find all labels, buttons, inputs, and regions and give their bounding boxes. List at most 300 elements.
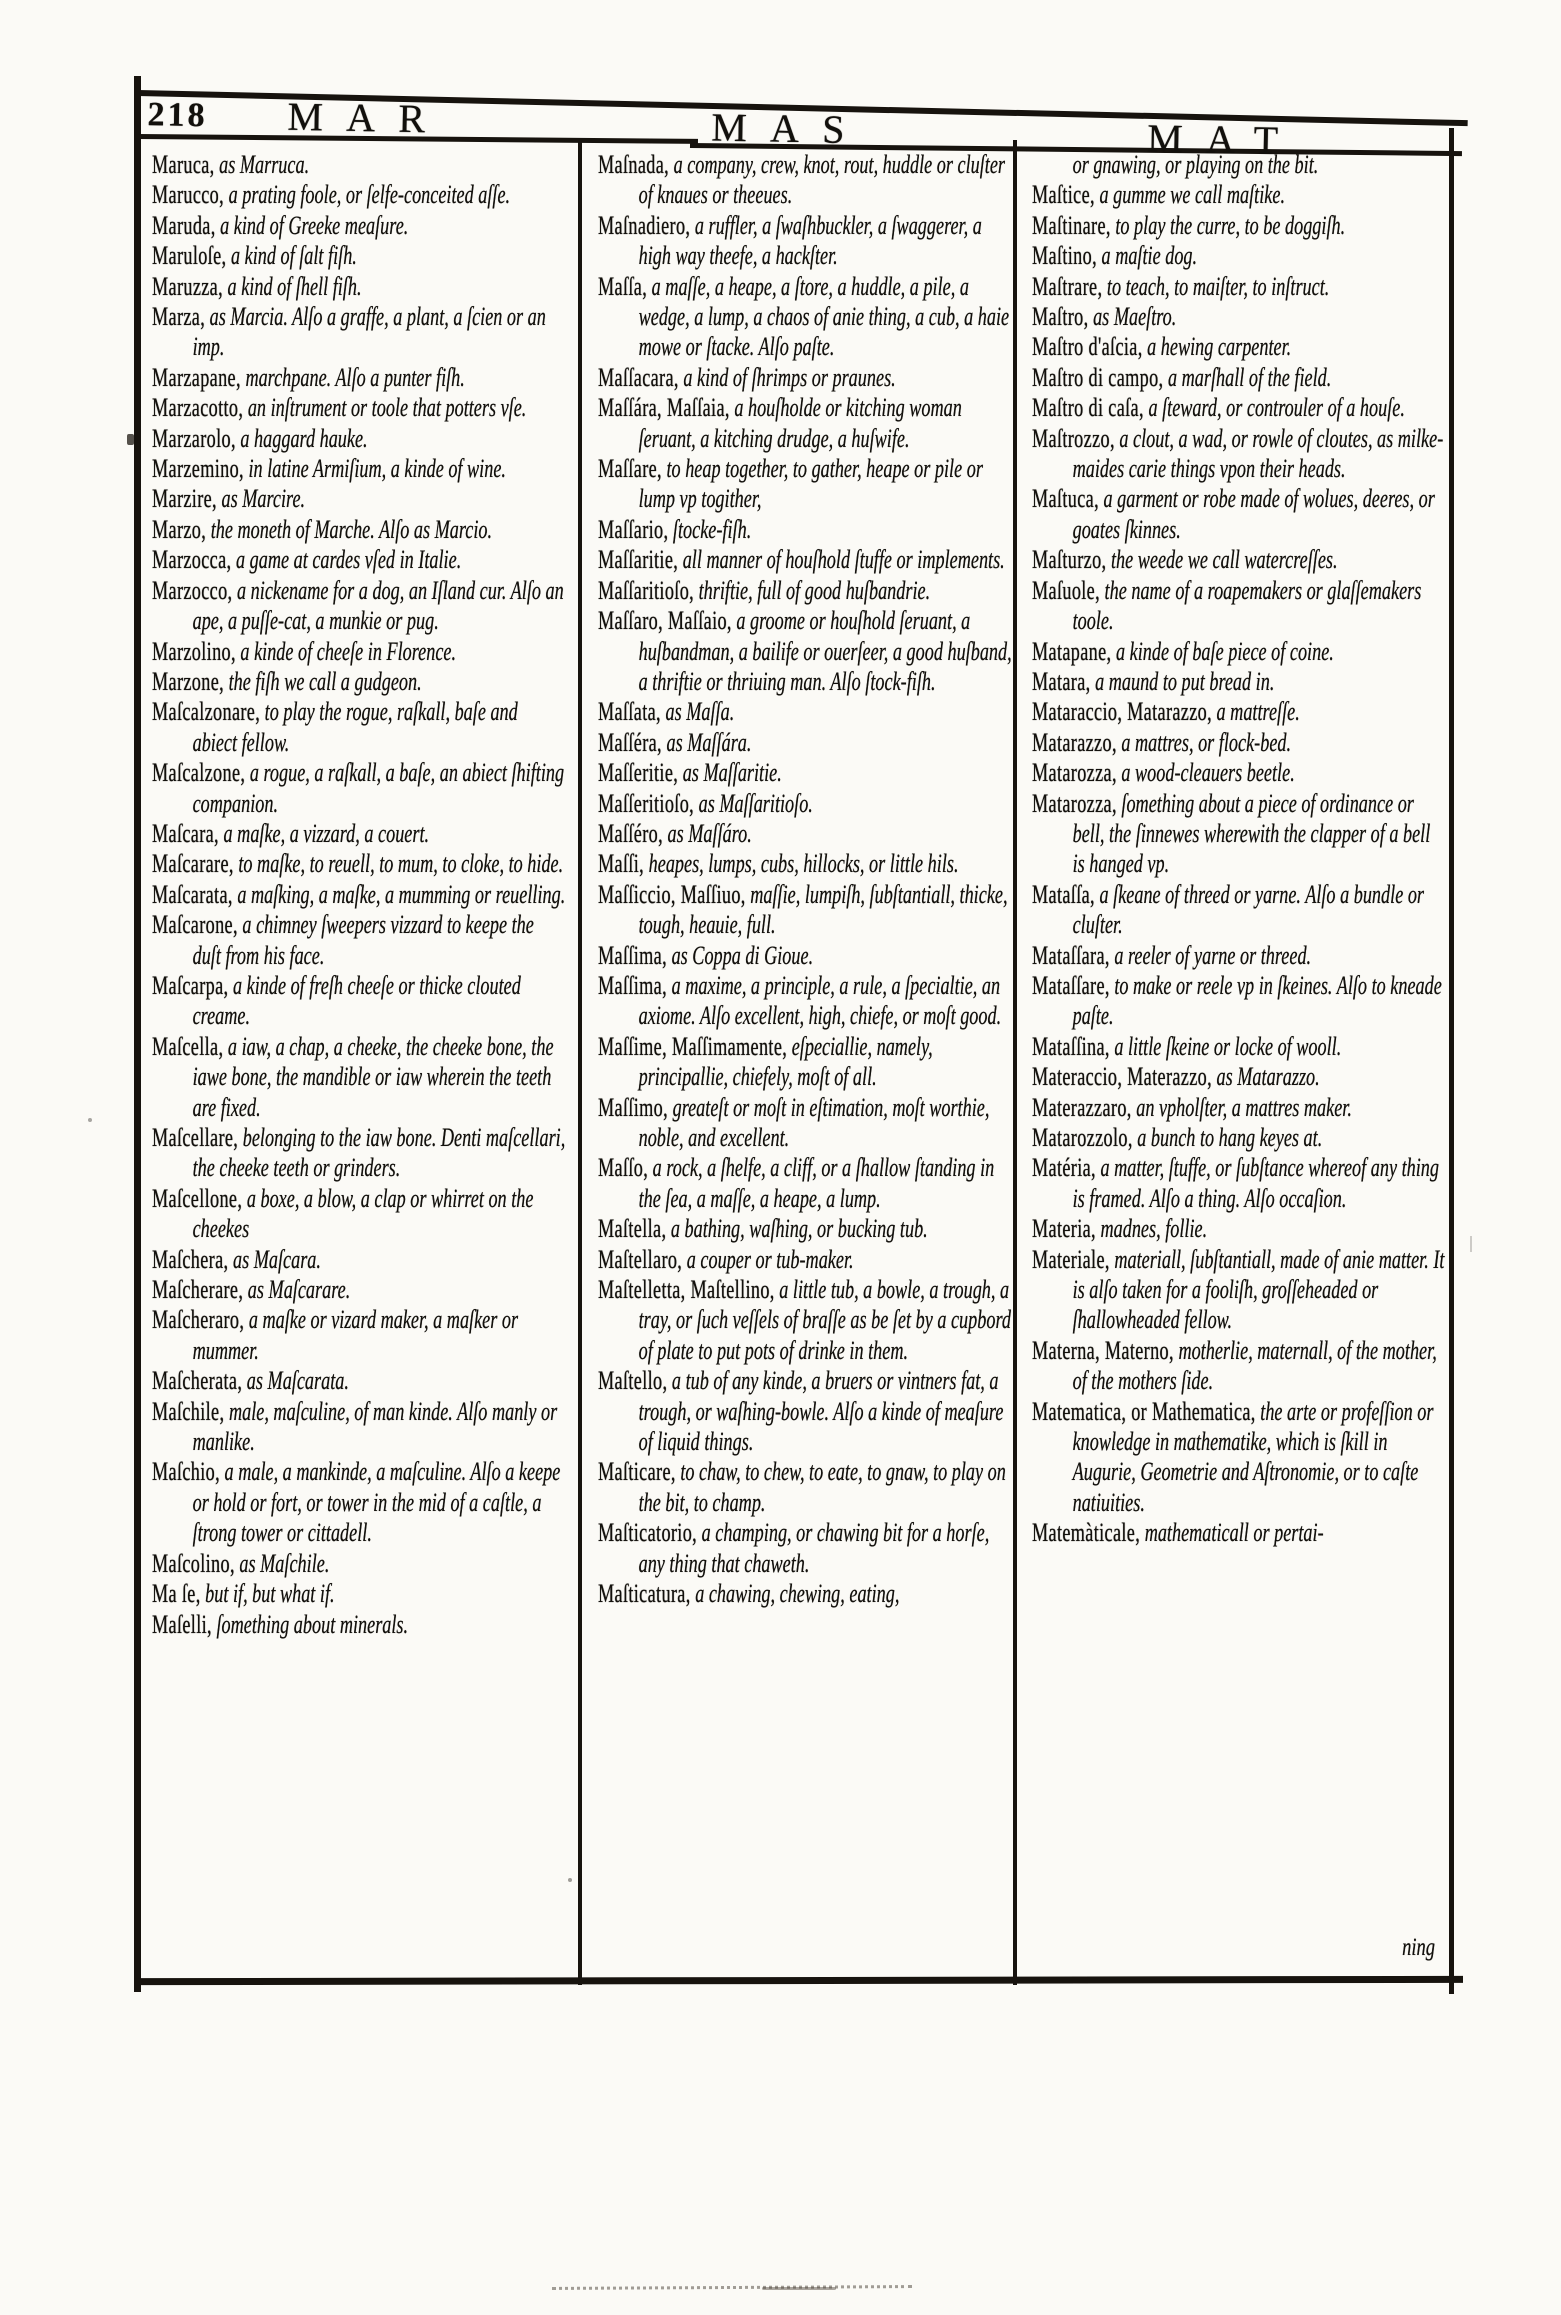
definition: a couper or tub-maker. bbox=[686, 1244, 854, 1274]
definition: an inſtrument or toole that potters vſe. bbox=[247, 393, 527, 423]
headword: Matarazzo, bbox=[1032, 727, 1117, 757]
entry bbox=[1032, 728, 1446, 758]
definition: a kinde of cheeſe in Florence. bbox=[240, 636, 457, 666]
definition: the arte or profeſſion or knowledge in mathematike, which is ſkill in Augurie, Geometrie and Aſtronomie, or to caſte natiuities. bbox=[1072, 1396, 1434, 1517]
headword: Maſtice, bbox=[1032, 180, 1095, 210]
definition: a matter, ſtuffe, or ſubſtance whereof any thing is framed. Alſo a thing. Alſo occaſion. bbox=[1072, 1153, 1440, 1213]
definition: to maſke, to reuell, to mum, to cloke, to hide. bbox=[238, 849, 564, 879]
definition: a kind of ſalt fiſh. bbox=[230, 241, 357, 271]
headword: Maſſéro, bbox=[598, 818, 663, 848]
headword: Materia, bbox=[1032, 1214, 1096, 1244]
headword: Matéria, bbox=[1032, 1153, 1096, 1183]
headword: Maſſi, bbox=[598, 849, 645, 879]
definition: a rock, a ſhelfe, a cliff, or a ſhallow ſtanding in the ſea, a maſſe, a heape, a lump. bbox=[638, 1153, 995, 1213]
definition: a kinde of freſh cheeſe or thicke clouted creame. bbox=[192, 970, 521, 1031]
headword: Maſſeritioſo, bbox=[598, 788, 695, 818]
definition: a mattreſſe. bbox=[1216, 697, 1300, 727]
headword: Maſtrare, bbox=[1032, 271, 1103, 301]
definition: maſſie, lumpiſh, ſubſtantiall, thicke, tough, heauie, full. bbox=[638, 879, 1008, 940]
entry bbox=[152, 150, 566, 180]
definition: a maſking, a maſke, a mumming or reuelling. bbox=[237, 879, 566, 909]
definition: or gnawing, or playing on the bit. bbox=[1072, 150, 1319, 179]
headword: Maſnadiero, bbox=[598, 210, 691, 240]
definition: as Maſcarata. bbox=[246, 1366, 349, 1396]
entry bbox=[152, 1305, 566, 1366]
entry bbox=[1032, 1093, 1446, 1123]
headword: Maſticatorio, bbox=[598, 1518, 698, 1548]
definition: eſpeciallie, namely, principallie, chiefely, moſt of all. bbox=[638, 1031, 933, 1092]
definition: a little tub, a bowle, a trough, a tray, or ſuch veſſels of braſſe as be ſet by a cupbord of plate to put pots of drinke in them. bbox=[638, 1275, 1011, 1365]
headword: Mataſſina, bbox=[1032, 1031, 1110, 1061]
left-border-rule bbox=[134, 76, 141, 1992]
headword: Mataſſara, bbox=[1032, 940, 1110, 970]
headword: Maſſiccio, Maſſiuo, bbox=[598, 879, 746, 909]
entry bbox=[598, 789, 1012, 819]
definition: an vpholſter, a mattres maker. bbox=[1136, 1092, 1352, 1122]
entry bbox=[598, 150, 1012, 211]
headword: Ma ſe, bbox=[152, 1579, 201, 1609]
headword: Marucco, bbox=[152, 180, 225, 210]
running-head-mas: MAS bbox=[710, 104, 869, 153]
entry bbox=[152, 576, 566, 637]
headword: Maſſima, bbox=[598, 940, 668, 970]
entry bbox=[598, 363, 1012, 393]
headword: Maſſéra, bbox=[598, 727, 662, 757]
headword: Marzo, bbox=[152, 514, 207, 544]
entry bbox=[152, 819, 566, 849]
scan-speck bbox=[88, 1118, 92, 1122]
entry bbox=[598, 606, 1012, 697]
entry bbox=[598, 1214, 1012, 1244]
definition: a ruffler, a ſwaſhbuckler, a ſwaggerer, a high way theefe, a hackſter. bbox=[638, 210, 982, 271]
entry bbox=[1032, 667, 1446, 697]
definition: a maſtie dog. bbox=[1101, 241, 1198, 271]
headword: Maſturzo, bbox=[1032, 545, 1107, 575]
definition: male, maſculine, of man kinde. Alſo manly or manlike. bbox=[192, 1396, 558, 1457]
headword: Matematica, or Mathematica, bbox=[1032, 1396, 1256, 1426]
headword: Maſtino, bbox=[1032, 241, 1097, 271]
entry bbox=[152, 393, 566, 423]
headword: Maſcherata, bbox=[152, 1366, 243, 1396]
definition: a chimney ſweepers vizzard to keepe the duſt from his face. bbox=[192, 910, 534, 970]
definition: motherlie, maternall, of the mother, of the mothers ſide. bbox=[1072, 1335, 1437, 1396]
entry bbox=[152, 849, 566, 879]
definition: the name of a roapemakers or glaſſemakers toole. bbox=[1072, 575, 1422, 636]
definition: as Maſſa. bbox=[665, 697, 735, 727]
entry bbox=[152, 1579, 566, 1609]
headword: Maſſime, Maſſimamente, bbox=[598, 1031, 788, 1061]
entry bbox=[598, 971, 1012, 1032]
headword: Maſtro di campo, bbox=[1032, 362, 1164, 392]
definition: a clout, a wad, or rowle of cloutes, as milke-maides carie things vpon their heads. bbox=[1072, 423, 1444, 484]
entry bbox=[152, 758, 566, 819]
definition: a reeler of yarne or threed. bbox=[1114, 940, 1312, 970]
headword: Matara, bbox=[1032, 666, 1091, 696]
entry bbox=[152, 1457, 566, 1548]
definition: as Marcia. Alſo a graffe, a plant, a ſcien or an imp. bbox=[192, 302, 546, 362]
headword: Maſcarpa, bbox=[152, 970, 229, 1000]
headword: Maſſaritie, bbox=[598, 545, 679, 575]
headword: Mataſſa, bbox=[1032, 879, 1095, 909]
headword: Maſſare, bbox=[598, 454, 662, 484]
definition: as Matarazzo. bbox=[1216, 1062, 1320, 1092]
entry bbox=[598, 272, 1012, 363]
definition: a maſſe, a heape, a ſtore, a huddle, a pile, a wedge, a lump, a chaos of anie thing, a cub, a haie mowe or ſtacke. Alſo paſte. bbox=[638, 271, 1010, 362]
definition: a kinde of baſe piece of coine. bbox=[1116, 636, 1334, 666]
headword: Marzocca, bbox=[152, 545, 232, 575]
headword: Maſtro d'aſcia, bbox=[1032, 332, 1143, 362]
headword: Maſſaritioſo, bbox=[598, 575, 695, 605]
entry bbox=[152, 1123, 566, 1184]
entry bbox=[152, 272, 566, 302]
definition: a haggard hauke. bbox=[240, 423, 368, 453]
headword: Maſcarare, bbox=[152, 849, 234, 879]
definition: a prating foole, or ſelfe-conceited aſſe. bbox=[228, 180, 511, 210]
entry bbox=[1032, 363, 1446, 393]
definition: to chaw, to chew, to eate, to gnaw, to play on the bit, to champ. bbox=[638, 1457, 1006, 1517]
entry bbox=[152, 1366, 566, 1396]
definition: a boxe, a blow, a clap or whirret on the cheekes bbox=[192, 1183, 534, 1244]
definition: as Marruca. bbox=[219, 150, 310, 179]
entry bbox=[1032, 1214, 1446, 1244]
definition: a groome or houſhold ſeruant, a huſbandman, a bailife or ouerſeer, a good huſband, a thriftie or thriuing man. Alſo ſtock-fiſh. bbox=[638, 606, 1012, 696]
headword: Maruzza, bbox=[152, 271, 224, 301]
headword: Maſtuca, bbox=[1032, 484, 1099, 514]
headword: Marzocco, bbox=[152, 575, 233, 605]
headword: Maſtro, bbox=[1032, 302, 1089, 332]
definition: a champing, or chawing bit for a horſe, any thing that chaweth. bbox=[638, 1518, 990, 1578]
headword: Maſſario, bbox=[598, 514, 669, 544]
definition: as Maeſtro. bbox=[1093, 302, 1177, 332]
definition: to play the rogue, raſkall, baſe and abiect fellow. bbox=[192, 697, 518, 757]
entry bbox=[1032, 332, 1446, 362]
headword: Maſſima, bbox=[598, 970, 668, 1000]
headword: Marzemino, bbox=[152, 454, 244, 484]
headword: Maſcarata, bbox=[152, 879, 233, 909]
headword: Maſnada, bbox=[598, 150, 670, 179]
definition: a maſke or vizard maker, a maſker or mummer. bbox=[192, 1305, 519, 1365]
headword: Matemàticale, bbox=[1032, 1518, 1141, 1548]
headword: Maſcarone, bbox=[152, 910, 238, 940]
headword: Maſchile, bbox=[152, 1396, 225, 1426]
headword: Maſcellone, bbox=[152, 1183, 243, 1213]
scan-speck bbox=[568, 1878, 572, 1882]
definition: a kind of ſhrimps or praunes. bbox=[683, 362, 896, 392]
entry bbox=[598, 1093, 1012, 1154]
entry bbox=[152, 971, 566, 1032]
definition: a bunch to hang keyes at. bbox=[1137, 1123, 1323, 1152]
headword: Maſchio, bbox=[152, 1457, 221, 1487]
definition: a game at cardes vſed in Italie. bbox=[235, 545, 462, 575]
headword: Mataſſare, bbox=[1032, 970, 1110, 1000]
headword: Maſſára, Maſſaia, bbox=[598, 393, 730, 423]
definition: a male, a mankinde, a maſculine. Alſo a keepe or hold or fort, or tower in the mid of a caſtle, a ſtrong tower or cittadell. bbox=[192, 1457, 561, 1548]
entry bbox=[1032, 758, 1446, 788]
entry bbox=[1032, 424, 1446, 485]
headword: Maruloſe, bbox=[152, 241, 227, 271]
headword: Maſſata, bbox=[598, 697, 661, 727]
entry bbox=[598, 393, 1012, 454]
headword: Materna, Materno, bbox=[1032, 1335, 1174, 1365]
entry bbox=[598, 1275, 1012, 1366]
headword: Maruca, bbox=[152, 150, 215, 179]
entry bbox=[152, 1549, 566, 1579]
entry bbox=[1032, 1153, 1446, 1214]
headword: Marzacotto, bbox=[152, 393, 244, 423]
headword: Marza, bbox=[152, 302, 206, 332]
entry bbox=[598, 728, 1012, 758]
definition: the moneth of Marche. Alſo as Marcio. bbox=[210, 514, 493, 544]
headword: Maſtro di caſa, bbox=[1032, 393, 1144, 423]
headword: Maſelli, bbox=[152, 1609, 212, 1639]
entry bbox=[598, 454, 1012, 515]
entry bbox=[1032, 1123, 1446, 1153]
entry bbox=[598, 1245, 1012, 1275]
entry bbox=[598, 849, 1012, 879]
entry bbox=[1032, 241, 1446, 271]
catchword: ning bbox=[1402, 1934, 1435, 1961]
scan-speck bbox=[127, 434, 134, 445]
headword: Mataraccio, Matarazzo, bbox=[1032, 697, 1212, 727]
entry bbox=[1032, 1032, 1446, 1062]
definition: as Maſſaritie. bbox=[682, 758, 782, 788]
entry bbox=[1032, 393, 1446, 423]
headword: Maſuole, bbox=[1032, 575, 1101, 605]
running-head-mat: MAT bbox=[1146, 115, 1302, 164]
headword: Maſſimo, bbox=[598, 1092, 669, 1122]
headword: Matapane, bbox=[1032, 636, 1112, 666]
entry bbox=[598, 697, 1012, 727]
entry bbox=[152, 637, 566, 667]
dictionary-column-1 bbox=[152, 150, 566, 1978]
definition: a kind of Greeke meaſure. bbox=[220, 210, 409, 240]
entry bbox=[152, 515, 566, 545]
headword: Maſſo, bbox=[598, 1153, 649, 1183]
scan-speck bbox=[1470, 1236, 1472, 1252]
headword: Marzire, bbox=[152, 484, 217, 514]
definition: a kind of ſhell fiſh. bbox=[227, 271, 362, 301]
headword: Maſcalzone, bbox=[152, 758, 246, 788]
right-border-rule bbox=[1449, 128, 1454, 1994]
headword: Maſſeritie, bbox=[598, 758, 679, 788]
definition: all manner of houſhold ſtuffe or implements. bbox=[682, 545, 1005, 575]
definition: ſomething about minerals. bbox=[216, 1609, 409, 1639]
entry bbox=[152, 880, 566, 910]
definition: a maxime, a principle, a rule, a ſpecialtie, an axiome. Alſo excellent, high, chiefe, or moſt good. bbox=[638, 970, 1002, 1031]
entry bbox=[1032, 880, 1446, 941]
headword: Maſcalzonare, bbox=[152, 697, 261, 727]
definition: ſomething about a piece of ordinance or bell, the ſinnewes wherewith the clapper of a bell is hanged vp. bbox=[1072, 788, 1431, 879]
dictionary-column-3 bbox=[1032, 150, 1446, 1978]
entry bbox=[1032, 971, 1446, 1032]
headword: Maſtrozzo, bbox=[1032, 423, 1115, 453]
definition: as Maſcarare. bbox=[247, 1275, 351, 1305]
entry bbox=[152, 545, 566, 575]
entry bbox=[598, 1518, 1012, 1579]
headword: Maſcherare, bbox=[152, 1275, 244, 1305]
definition: as Maſſára. bbox=[666, 727, 752, 757]
definition: a little ſkeine or locke of wooll. bbox=[1114, 1031, 1342, 1061]
entry bbox=[152, 1397, 566, 1458]
headword: Maſtellaro, bbox=[598, 1244, 683, 1274]
entry bbox=[152, 697, 566, 758]
entry bbox=[152, 1032, 566, 1123]
headword: Matarozza, bbox=[1032, 788, 1117, 818]
entry bbox=[598, 1457, 1012, 1518]
definition: a ſteward, or controuler of a houſe. bbox=[1148, 393, 1405, 423]
entry bbox=[1032, 180, 1446, 210]
definition: thriftie, full of good huſbandrie. bbox=[698, 575, 931, 605]
entry bbox=[152, 424, 566, 454]
entry bbox=[1032, 302, 1446, 332]
headword: Marzone, bbox=[152, 666, 225, 696]
definition: a marſhall of the field. bbox=[1168, 362, 1332, 392]
definition: mathematicall or pertai- bbox=[1144, 1518, 1324, 1548]
definition: as Coppa di Gioue. bbox=[671, 940, 814, 970]
definition: to make or reele vp in ſkeines. Alſo to kneade paſte. bbox=[1072, 970, 1442, 1031]
headword: Maſchera, bbox=[152, 1244, 229, 1274]
headword: Maſtello, bbox=[598, 1366, 668, 1396]
entry bbox=[152, 910, 566, 971]
headword: Maſcolino, bbox=[152, 1548, 235, 1578]
definition: a chawing, chewing, eating, bbox=[695, 1579, 900, 1609]
headword: Marzarolo, bbox=[152, 423, 236, 453]
entry bbox=[1032, 1062, 1446, 1092]
entry bbox=[152, 454, 566, 484]
entry bbox=[152, 1245, 566, 1275]
entry bbox=[598, 576, 1012, 606]
headword: Maſcella, bbox=[152, 1031, 224, 1061]
definition: a ſkeane of threed or yarne. Alſo a bundle or cluſter. bbox=[1072, 879, 1425, 940]
definition: the fiſh we call a gudgeon. bbox=[228, 666, 422, 696]
headword: Maruda, bbox=[152, 210, 216, 240]
definition: heapes, lumps, cubs, hillocks, or little hils. bbox=[648, 849, 959, 879]
entry bbox=[1032, 1518, 1446, 1548]
headword: Maſſa, bbox=[598, 271, 648, 301]
headword: Marzapane, bbox=[152, 362, 241, 392]
entry bbox=[598, 211, 1012, 272]
entry bbox=[1032, 150, 1446, 180]
definition: in latine Armiſium, a kinde of wine. bbox=[248, 454, 506, 484]
entry bbox=[152, 1275, 566, 1305]
headword: Maſcara, bbox=[152, 818, 219, 848]
definition: as Maſſaritioſo. bbox=[698, 788, 813, 818]
entry bbox=[152, 484, 566, 514]
definition: a maſke, a vizzard, a couert. bbox=[223, 818, 430, 848]
definition: ſtocke-fiſh. bbox=[672, 514, 752, 544]
entry bbox=[1032, 789, 1446, 880]
definition: a nickename for a dog, an Iſland cur. Alſo an ape, a puſſe-cat, a munkie or pug. bbox=[192, 575, 564, 636]
entry bbox=[152, 363, 566, 393]
definition: a mattres, or flock-bed. bbox=[1121, 727, 1292, 757]
entry bbox=[152, 211, 566, 241]
headword: Marzolino, bbox=[152, 636, 236, 666]
headword: Maſſaro, Maſſaio, bbox=[598, 606, 732, 636]
headword: Maſſacara, bbox=[598, 362, 679, 392]
entry bbox=[598, 758, 1012, 788]
entry bbox=[152, 1184, 566, 1245]
definition: the weede we call watercreſſes. bbox=[1110, 545, 1338, 575]
entry bbox=[152, 667, 566, 697]
entry bbox=[1032, 941, 1446, 971]
headword: Matarozza, bbox=[1032, 758, 1117, 788]
headword: Maſtelletta, Maſtellino, bbox=[598, 1275, 775, 1305]
running-head-mar: MAR bbox=[287, 93, 449, 142]
entry bbox=[152, 180, 566, 210]
scan-smudge bbox=[762, 2287, 836, 2290]
definition: materiall, ſubſtantiall, made of anie matter. It is alſo taken for a fooliſh, groſſeheaded or ſhallowheaded fellow. bbox=[1072, 1244, 1445, 1335]
definition: to heap together, to gather, heape or pile or lump vp togither, bbox=[638, 454, 983, 514]
entry bbox=[598, 819, 1012, 849]
page-number: 218 bbox=[147, 96, 208, 135]
column-divider-1 bbox=[578, 140, 582, 1985]
entry bbox=[598, 1366, 1012, 1457]
entry bbox=[1032, 545, 1446, 575]
column-divider-2 bbox=[1013, 140, 1017, 1985]
entry bbox=[152, 241, 566, 271]
entry bbox=[1032, 1245, 1446, 1336]
entry bbox=[1032, 697, 1446, 727]
definition: a rogue, a raſkall, a baſe, an abiect ſhifting companion. bbox=[192, 758, 565, 818]
definition: a wood-cleauers beetle. bbox=[1121, 758, 1295, 788]
definition: a company, crew, knot, rout, huddle or cluſter of knaues or theeues. bbox=[638, 150, 1006, 210]
headword: Materazzaro, bbox=[1032, 1092, 1132, 1122]
entry bbox=[1032, 211, 1446, 241]
entry bbox=[152, 1610, 566, 1640]
entry bbox=[1032, 484, 1446, 545]
definition: a tub of any kinde, a bruers or vintners fat, a trough, or waſhing-bowle. Alſo a kinde of meaſure of liquid things. bbox=[638, 1366, 1004, 1457]
definition: a gumme we call maſtike. bbox=[1099, 180, 1285, 210]
entry bbox=[598, 880, 1012, 941]
definition: to teach, to maiſter, to inſtruct. bbox=[1106, 271, 1330, 301]
entry bbox=[152, 302, 566, 363]
definition: marchpane. Alſo a punter fiſh. bbox=[245, 362, 465, 392]
definition: a bathing, waſhing, or bucking tub. bbox=[670, 1214, 928, 1244]
definition: a iaw, a chap, a cheeke, the cheeke bone, the iawe bone, the mandible or iaw wherein the teeth are fixed. bbox=[192, 1031, 554, 1122]
headword: Maſtella, bbox=[598, 1214, 667, 1244]
definition: as Maſſáro. bbox=[667, 818, 752, 848]
headword: Maſcellare, bbox=[152, 1123, 239, 1152]
definition: a houſholde or kitching woman ſeruant, a kitching drudge, a huſwife. bbox=[638, 393, 962, 453]
dictionary-column-2 bbox=[598, 150, 1012, 1978]
headword: Maſtinare, bbox=[1032, 210, 1111, 240]
entry bbox=[1032, 272, 1446, 302]
entry bbox=[598, 1153, 1012, 1214]
definition: as Maſchile. bbox=[239, 1548, 330, 1578]
definition: as Marcire. bbox=[221, 484, 306, 514]
entry bbox=[1032, 1336, 1446, 1397]
definition: a garment or robe made of wolues, deeres, or goates ſkinnes. bbox=[1072, 484, 1435, 544]
entry bbox=[598, 1579, 1012, 1609]
headword: Maſticatura, bbox=[598, 1579, 691, 1609]
entry bbox=[598, 545, 1012, 575]
entry bbox=[1032, 637, 1446, 667]
definition: a maund to put bread in. bbox=[1095, 666, 1275, 696]
headword: Matarozzolo, bbox=[1032, 1123, 1133, 1152]
entry bbox=[598, 941, 1012, 971]
headword: Materiale, bbox=[1032, 1244, 1110, 1274]
definition: belonging to the iaw bone. Denti maſcellari, the cheeke teeth or grinders. bbox=[192, 1123, 566, 1183]
definition: but if, but what if. bbox=[205, 1579, 335, 1609]
definition: as Maſcara. bbox=[232, 1244, 321, 1274]
definition: madnes, follie. bbox=[1100, 1214, 1208, 1244]
entry bbox=[1032, 1397, 1446, 1519]
entry bbox=[1032, 576, 1446, 637]
definition: a hewing carpenter. bbox=[1147, 332, 1292, 362]
headword: Maſticare, bbox=[598, 1457, 676, 1487]
definition: greateſt or moſt in eſtimation, moſt worthie, noble, and excellent. bbox=[638, 1092, 990, 1152]
scan-smudge bbox=[552, 2285, 912, 2290]
